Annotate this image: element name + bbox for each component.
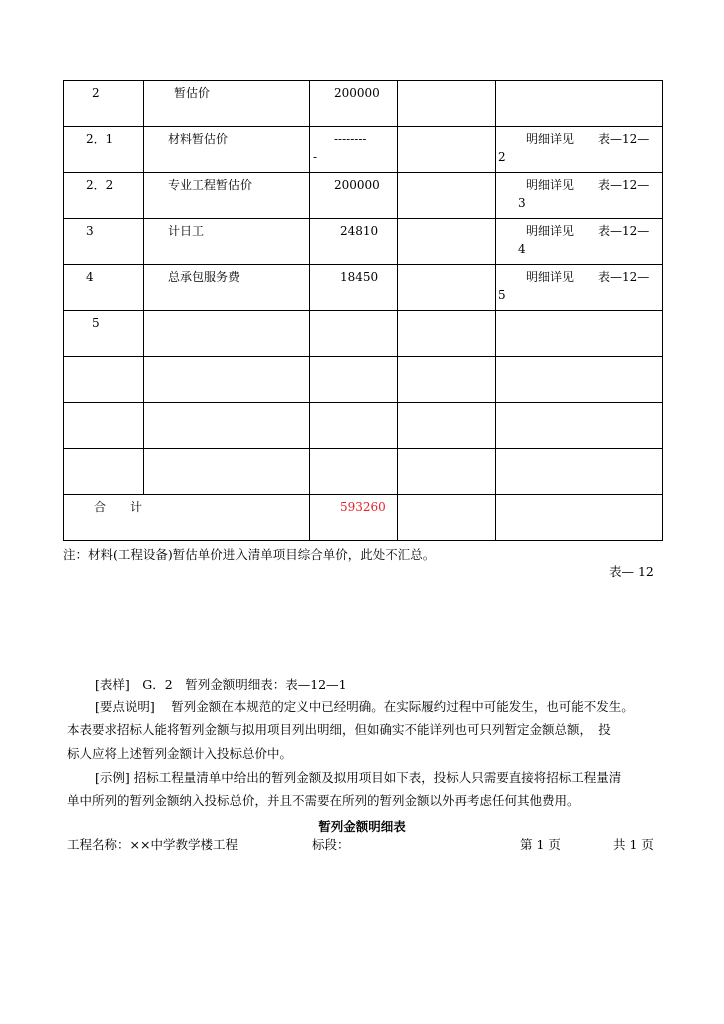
- explain-line-2: 本表要求招标人能将暂列金额与拟用项目列出明细，但如确实不能详列也可只列暂定金额总额， 投: [67, 722, 611, 737]
- total-amount: 593260: [340, 500, 386, 514]
- table-row: [64, 449, 663, 495]
- table-reference: 表— 12: [609, 564, 654, 579]
- row-amount-tail: -: [313, 150, 318, 164]
- row-name: 材料暂估价: [168, 132, 229, 146]
- section-label: 标段：: [312, 837, 350, 852]
- explain-line-3: 标人应将上述暂列金额计入投标总价中。: [67, 746, 293, 761]
- row-remark-b: 4: [518, 242, 526, 256]
- table-row: [64, 403, 663, 449]
- row-amount: --------: [334, 132, 367, 146]
- sample-heading: [表样] G．2 暂列金额明细表：表—12—1: [95, 677, 347, 692]
- row-remark-b: 2: [498, 150, 506, 164]
- table-row: [64, 357, 663, 403]
- row-remark-b: 3: [518, 196, 526, 210]
- page-total: 共 1 页: [613, 837, 654, 852]
- row-name: 专业工程暂估价: [168, 178, 253, 192]
- example-line-1: [示例] 招标工程量清单中给出的暂列金额及拟用项目如下表，投标人只需要直接将招标工程量清: [95, 770, 622, 785]
- page-number: 第 1 页: [520, 837, 561, 852]
- row-no: 2．2: [86, 178, 114, 192]
- row-remark-a: 明细详见 表—12—: [526, 224, 650, 238]
- row-remark-b: 5: [498, 288, 506, 302]
- table-row: [64, 81, 663, 127]
- row-no: 2．1: [86, 132, 114, 146]
- project-name: 工程名称：××中学教学楼工程: [67, 837, 238, 852]
- row-amount: 18450: [340, 270, 379, 284]
- table-note: 注：材料(工程设备)暂估单价进入清单项目综合单价，此处不汇总。: [63, 547, 436, 562]
- table-row: [64, 265, 663, 311]
- row-amount: 200000: [334, 86, 380, 100]
- table-row: [64, 127, 663, 173]
- total-label: 合 计: [94, 500, 143, 514]
- row-name: 计日工: [168, 224, 205, 238]
- row-remark-a: 明细详见 表—12—: [526, 132, 650, 146]
- page-title: 暂列金额明细表: [318, 819, 406, 834]
- row-name: 总承包服务费: [168, 270, 241, 284]
- table-row: [64, 311, 663, 357]
- total-row: [64, 495, 663, 541]
- table-row: [64, 173, 663, 219]
- explain-line-1: [要点说明] 暂列金额在本规范的定义中已经明确。在实际履约过程中可能发生，也可能不发生。: [95, 699, 634, 714]
- row-no: 4: [86, 270, 94, 284]
- table-row: [64, 219, 663, 265]
- row-amount: 24810: [340, 224, 379, 238]
- row-remark-a: 明细详见 表—12—: [526, 270, 650, 284]
- summary-table: [63, 80, 663, 541]
- row-no: 3: [86, 224, 94, 238]
- row-no: 2: [92, 86, 100, 100]
- row-no: 5: [92, 316, 100, 330]
- example-line-2: 单中所列的暂列金额纳入投标总价，并且不需要在所列的暂列金额以外再考虑任何其他费用。: [67, 793, 580, 808]
- row-name: 暂估价: [174, 86, 211, 100]
- row-remark-a: 明细详见 表—12—: [526, 178, 650, 192]
- row-amount: 200000: [334, 178, 380, 192]
